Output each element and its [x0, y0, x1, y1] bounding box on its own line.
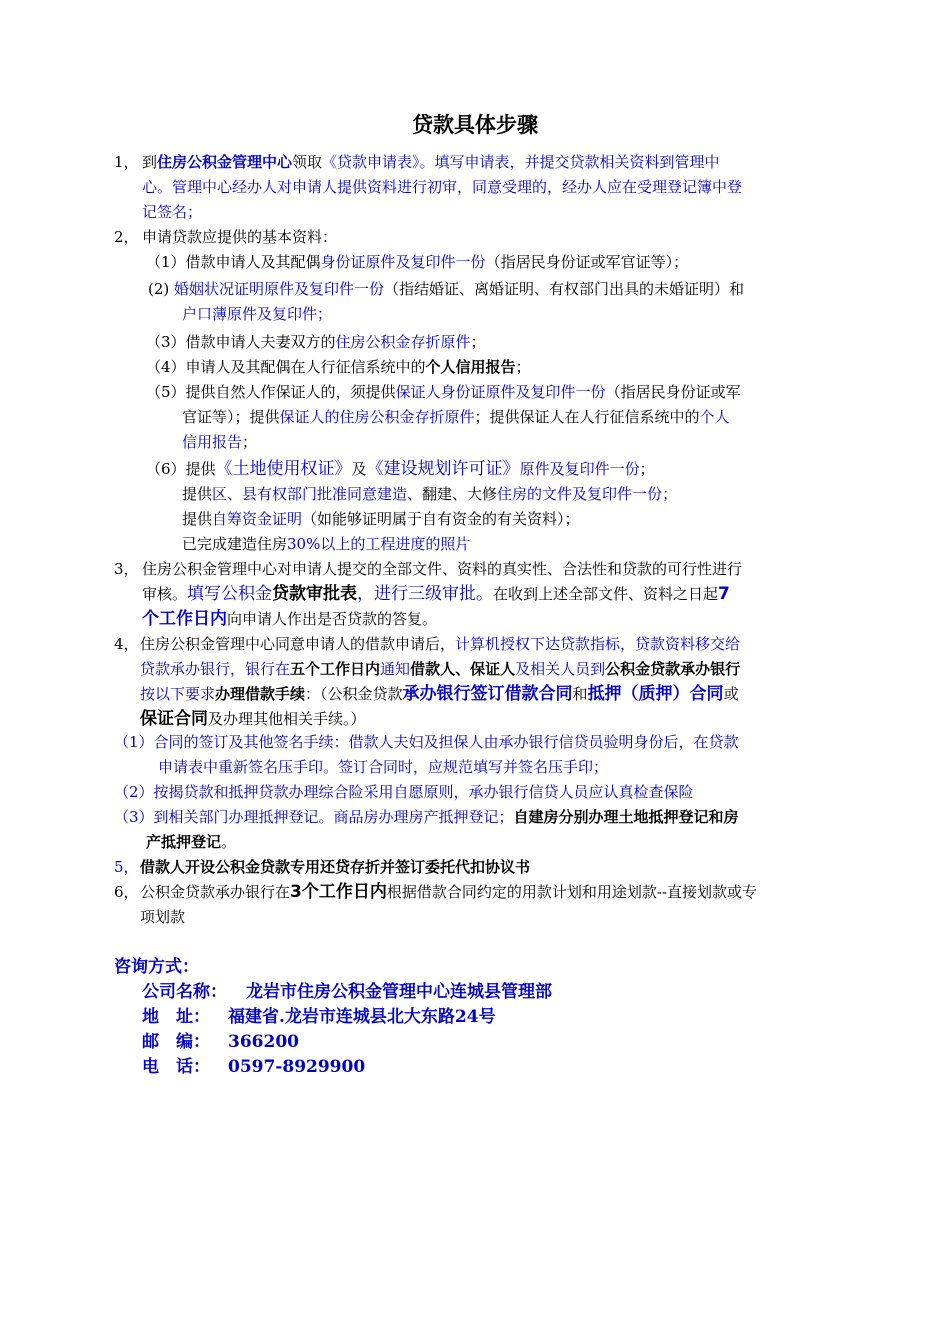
step5-number: 5，: [114, 858, 139, 876]
step4-line4: 保证合同及办理其他相关手续。）: [140, 709, 366, 729]
contact-company-label: 公司名称：: [142, 982, 227, 1002]
step4-sub2: （2）按揭贷款和抵押贷款办理综合险采用自愿原则，承办银行信贷人员应认真检查保险: [114, 783, 694, 801]
step2-number: 2，: [114, 228, 139, 246]
step2-intro: 申请贷款应提供的基本资料：: [142, 228, 338, 246]
step2-item1: （1）借款申请人及其配偶身份证原件及复印件一份（指居民身份证或军官证等）；: [146, 253, 689, 271]
step4-sub3a: （3）到相关部门办理抵押登记。商品房办理房产抵押登记；自建房分别办理土地抵押登记和房: [114, 808, 739, 826]
page-title: 贷款具体步骤: [412, 113, 538, 137]
step4-sub3b: 产抵押登记。: [146, 833, 237, 851]
step3-line1: 住房公积金管理中心对申请人提交的全部文件、资料的真实性、合法性和贷款的可行性进行: [142, 560, 743, 578]
step1-line3: 记签名；: [142, 203, 203, 221]
step3-number: 3，: [114, 560, 139, 578]
step2-item6d: 已完成建造住房30%以上的工程进度的照片: [182, 535, 471, 553]
step2-item6c: 提供自筹资金证明（如能够证明属于自有资金的有关资料）；: [182, 510, 580, 528]
step6-line2: 项划款: [140, 908, 186, 926]
step1-line1: 到住房公积金管理中心领取《贷款申请表》。填写申请表，并提交贷款相关资料到管理中: [142, 153, 720, 171]
step2-item5b: 官证等）；提供保证人的住房公积金存折原件；提供保证人在人行征信系统中的个人: [182, 408, 730, 426]
step6-line1: 公积金贷款承办银行在3个工作日内根据借款合同约定的用款计划和用途划款--直接划款或专: [140, 882, 757, 902]
step1-number: 1，: [114, 153, 139, 171]
step2-item4: （4）申请人及其配偶在人行征信系统中的个人信用报告；: [146, 358, 531, 376]
step2-item3: （3）借款申请人夫妻双方的住房公积金存折原件；: [146, 333, 486, 351]
step4-sub1a: （1）合同的签订及其他签名手续：借款人夫妇及担保人由承办银行信贷员验明身份后，在贷款: [114, 733, 739, 751]
step4-line2: 贷款承办银行，银行在五个工作日内通知借款人、保证人及相关人员到公积金贷款承办银行: [140, 660, 741, 678]
step4-number: 4，: [114, 635, 139, 653]
step4-line3: 按以下要求办理借款手续：（公积金贷款承办银行签订借款合同和抵押（质押）合同或: [140, 684, 739, 704]
contact-postcode: 366200: [228, 1032, 299, 1052]
step3-line2: 审核。填写公积金贷款审批表，进行三级审批。在收到上述全部文件、资料之日起7: [142, 584, 730, 604]
contact-postcode-label: 邮 编：: [142, 1032, 210, 1052]
step6-number: 6，: [114, 883, 139, 901]
step3-line3: 个工作日内向申请人作出是否贷款的答复。: [142, 609, 438, 629]
contact-phone: 0597-8929900: [228, 1057, 366, 1077]
step2-item6a: （6）提供《土地使用权证》及《建设规划许可证》原件及复印件一份；: [146, 459, 655, 479]
step5-text: 借款人开设公积金贷款专用还贷存折并签订委托代扣协议书: [140, 858, 531, 876]
step2-item2a: (2) 婚姻状况证明原件及复印件一份（指结婚证、离婚证明、有权部门出具的未婚证明）和: [148, 280, 745, 298]
contact-address: 福建省.龙岩市连城县北大东路24号: [228, 1007, 496, 1027]
contact-company: 龙岩市住房公积金管理中心连城县管理部: [246, 982, 552, 1002]
contact-heading: 咨询方式：: [114, 957, 199, 977]
step2-item5a: （5）提供自然人作保证人的，须提供保证人身份证原件及复印件一份（指居民身份证或军: [146, 383, 741, 401]
step1-line2: 心。管理中心经办人对申请人提供资料进行初审，同意受理的，经办人应在受理登记簿中登: [142, 178, 743, 196]
contact-phone-label: 电 话：: [142, 1057, 210, 1077]
step4-line1: 住房公积金管理中心同意申请人的借款申请后，计算机授权下达贷款指标，贷款资料移交给: [140, 635, 741, 653]
step2-item6b: 提供区、县有权部门批准同意建造、翻建、大修住房的文件及复印件一份；: [182, 485, 678, 503]
step2-item5c: 信用报告；: [182, 433, 258, 451]
step4-sub1b: 申请表中重新签名压手印。签订合同时，应规范填写并签名压手印；: [158, 758, 609, 776]
step2-item2b: 户口薄原件及复印件；: [182, 305, 333, 323]
contact-address-label: 地 址：: [142, 1007, 210, 1027]
